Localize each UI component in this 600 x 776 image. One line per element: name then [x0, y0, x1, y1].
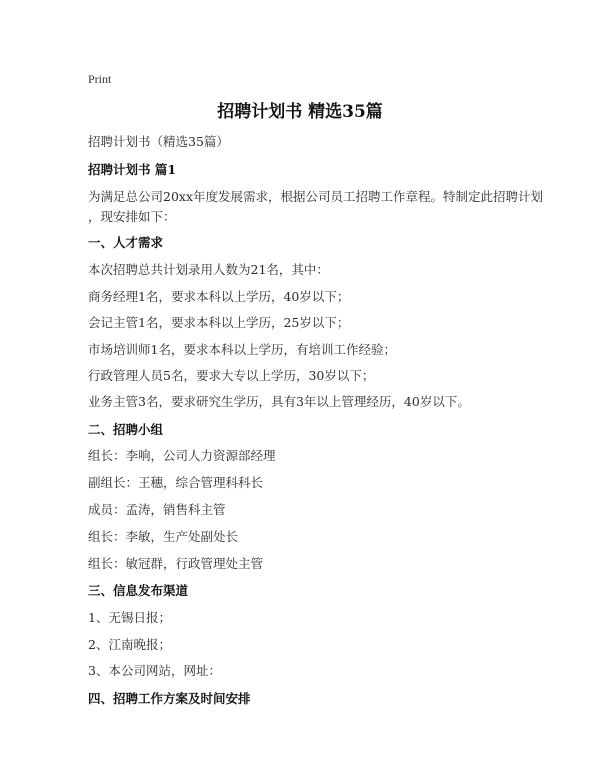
paragraph: 本次招聘总共计划录用人数为21名，其中： — [88, 262, 329, 277]
print-label: Print — [88, 72, 112, 86]
section-heading-4: 四、招聘工作方案及时间安排 — [88, 691, 251, 706]
section-heading-3: 三、信息发布渠道 — [88, 583, 189, 598]
paragraph: 业务主管3名，要求研究生学历，具有3年以上管理经历，40岁以下。 — [88, 394, 470, 409]
paragraph: 市场培训师1名，要求本科以上学历，有培训工作经验； — [88, 342, 396, 357]
paragraph: 组长：李敏，生产处副处长 — [88, 529, 239, 544]
intro-line-1: 为满足总公司20xx年度发展需求，根据公司员工招聘工作章程。特制定此招聘计划 — [88, 189, 544, 204]
section-heading-1: 一、人才需求 — [88, 235, 164, 250]
paragraph: 成员：孟涛，销售科主管 — [88, 502, 226, 517]
paragraph: 2、江南晚报； — [88, 637, 171, 652]
paragraph: 副组长：王穗，综合管理科科长 — [88, 475, 264, 490]
intro-line-2: ，现安排如下： — [88, 209, 176, 224]
paragraph: 组长：李响，公司人力资源部经理 — [88, 448, 276, 463]
paragraph: 1、无锡日报； — [88, 610, 171, 625]
paragraph: 商务经理1名，要求本科以上学历，40岁以下； — [88, 289, 350, 304]
paragraph: 行政管理人员5名，要求大专以上学历，30岁以下； — [88, 368, 375, 383]
page-title: 招聘计划书 精选35篇 — [217, 102, 383, 122]
paragraph: 组长：敏冠群，行政管理处主管 — [88, 556, 264, 571]
paragraph: 会记主管1名，要求本科以上学历，25岁以下； — [88, 315, 350, 330]
section-heading-2: 二、招聘小组 — [88, 422, 164, 437]
paragraph: 3、本公司网站，网址： — [88, 663, 221, 678]
article-title: 招聘计划书 篇1 — [88, 162, 177, 177]
doc-subtitle: 招聘计划书（精选35篇） — [88, 134, 229, 149]
